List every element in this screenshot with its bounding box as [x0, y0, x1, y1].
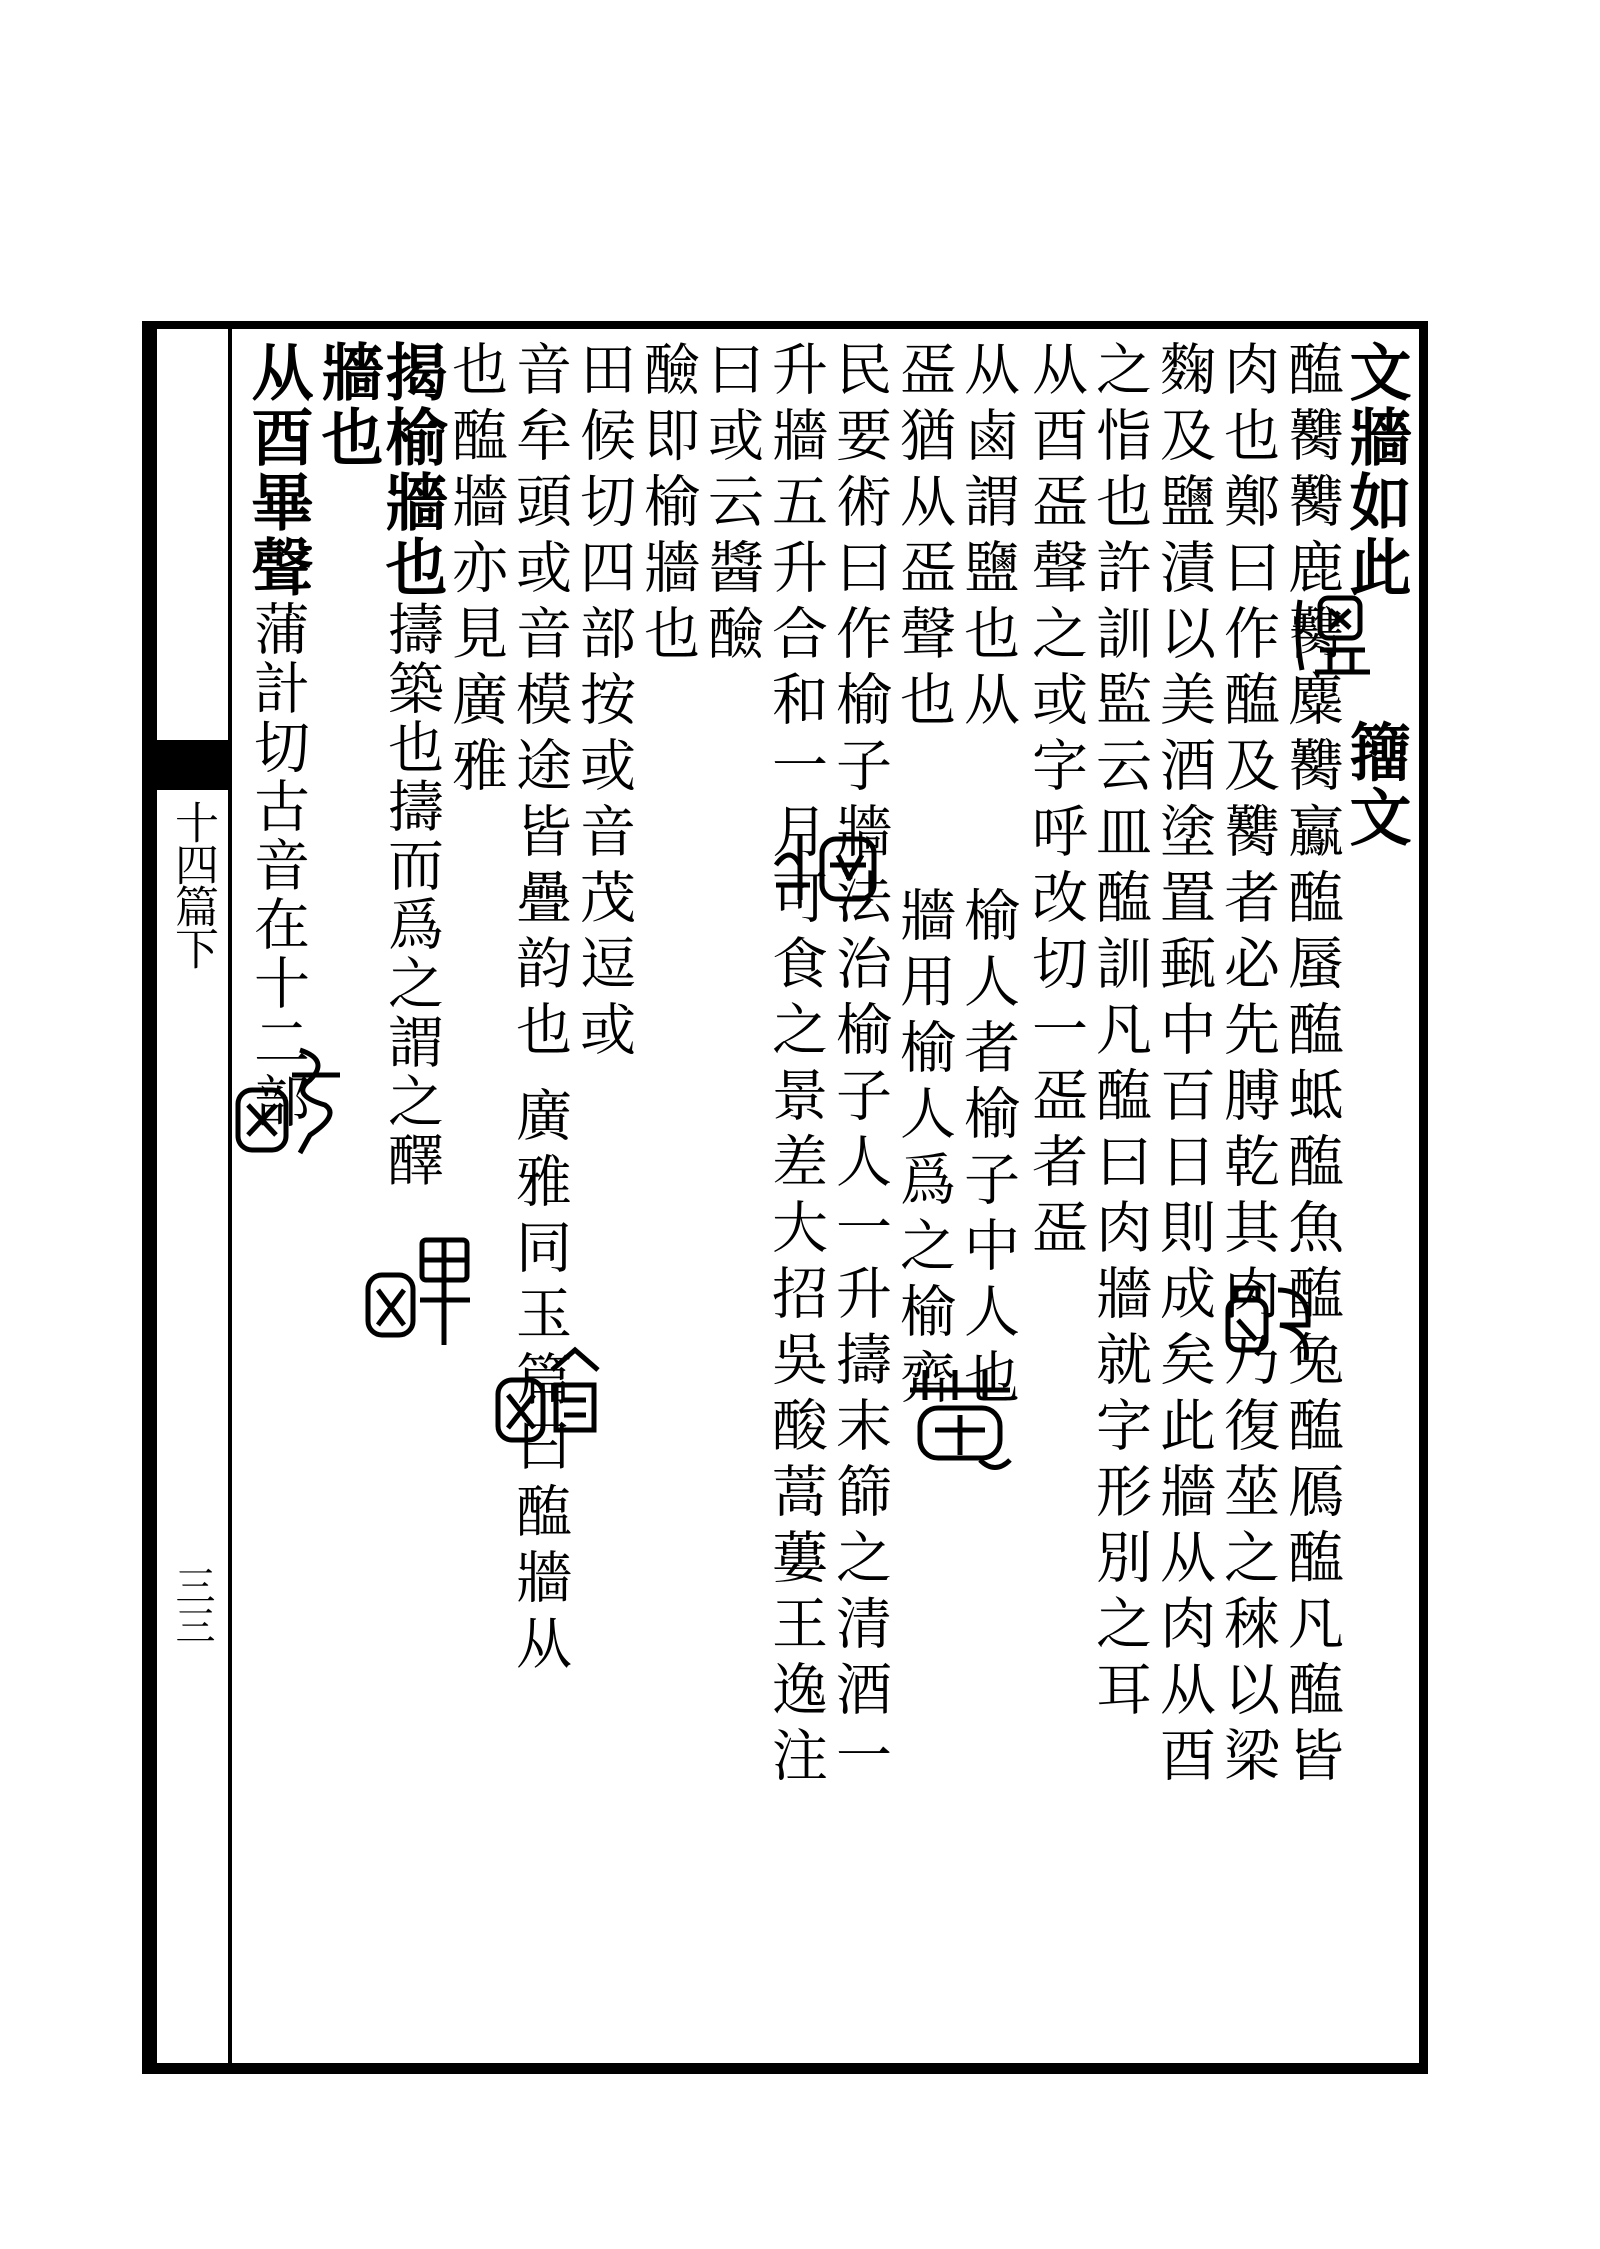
- text-column-12: [636, 340, 698, 2060]
- column-text: 榆人者榆子中人也: [955, 886, 1020, 1414]
- seal-glyph-1: [1290, 590, 1380, 680]
- column-text: 从酉畢聲: [241, 340, 314, 600]
- column-text: 从酉㿿聲之或字呼改切一㿿者㿿: [1023, 340, 1088, 1264]
- column-text: 曰或云醬醶: [699, 340, 764, 670]
- folio-strip: [157, 329, 228, 2063]
- column-text: 也醢牆亦見廣雅: [443, 340, 508, 802]
- text-column-5: [1088, 340, 1150, 2060]
- text-column-13: [572, 340, 634, 2060]
- seal-glyph-4: [900, 1360, 1020, 1480]
- seal-glyph-3: [770, 825, 890, 915]
- column-text: 醢臡臡鹿臡麋臡鸁醢蜃醢蚳醢魚醢兔醢鴈醢凡醢皆: [1279, 340, 1344, 1792]
- text-column-18: [311, 340, 384, 2060]
- seal-glyph-2: [1220, 1280, 1320, 1370]
- seal-glyph-5: [230, 1035, 350, 1165]
- seal-glyph-6: [360, 1230, 480, 1350]
- column-text: 醶即榆牆也: [635, 340, 700, 670]
- column-text: 齊: [891, 1348, 956, 1414]
- column-text: 音牟頭或音模途皆疊韵也: [507, 340, 572, 1066]
- column-text: 从鹵謂鹽也从: [955, 340, 1020, 736]
- column-text: 民要術曰作榆子牆法治榆子人一升擣末篩之清酒一: [827, 340, 892, 1792]
- column-text: 文牆如此: [1339, 340, 1412, 600]
- text-column-14: [508, 340, 570, 2060]
- column-text: 㿿猶从㿿聲也: [891, 340, 956, 736]
- text-column-15: [241, 340, 314, 2060]
- column-text: 牆用榆人爲之榆: [891, 886, 956, 1348]
- fold-rule: [228, 329, 232, 2063]
- text-column-11: [700, 340, 762, 2060]
- column-text: 廣雅同玉篇曰醢牆从: [507, 1086, 572, 1680]
- column-text: 揭榆牆也: [375, 340, 448, 600]
- column-text: 田候切四部按或音茂逗或: [571, 340, 636, 1066]
- text-column-7: [956, 340, 1018, 2060]
- fishtail-mark: [157, 740, 228, 790]
- text-column-3: [1216, 340, 1278, 2060]
- text-column-17: [375, 340, 448, 2060]
- column-text: 肉也鄭曰作醢及臡者必先膊乾其肉乃復莝之䅘以梁: [1215, 340, 1280, 1792]
- column-text: 擣築也擣而爲之謂之醳: [379, 600, 444, 1190]
- folio-label: 十四篇下: [167, 800, 218, 968]
- column-text: 蒲計切古音在十二部: [245, 600, 310, 1131]
- text-column-6: [1024, 340, 1086, 2060]
- column-text: 牆也: [311, 340, 384, 470]
- column-text: 之恉也許訓監云皿醢訓凡醢曰肉牆就字形別之耳: [1087, 340, 1152, 1726]
- folio-page-number: 三三: [169, 1565, 215, 1645]
- text-column-4: [1152, 340, 1214, 2060]
- text-column-8: [892, 340, 954, 2060]
- text-column-16: [444, 340, 506, 2060]
- column-text: 籒文: [1339, 720, 1412, 850]
- text-block: [236, 340, 1414, 2060]
- column-text: 麴及鹽漬以美酒塗置甀中百日則成矣此牆从肉从酉: [1151, 340, 1216, 1792]
- text-column-10: [764, 340, 826, 2060]
- seal-glyph-7: [490, 1340, 610, 1460]
- column-text: 升牆五升合和一月可食之景差大招吳酸蒿蔞王逸注: [763, 340, 828, 1792]
- text-column-9: [828, 340, 890, 2060]
